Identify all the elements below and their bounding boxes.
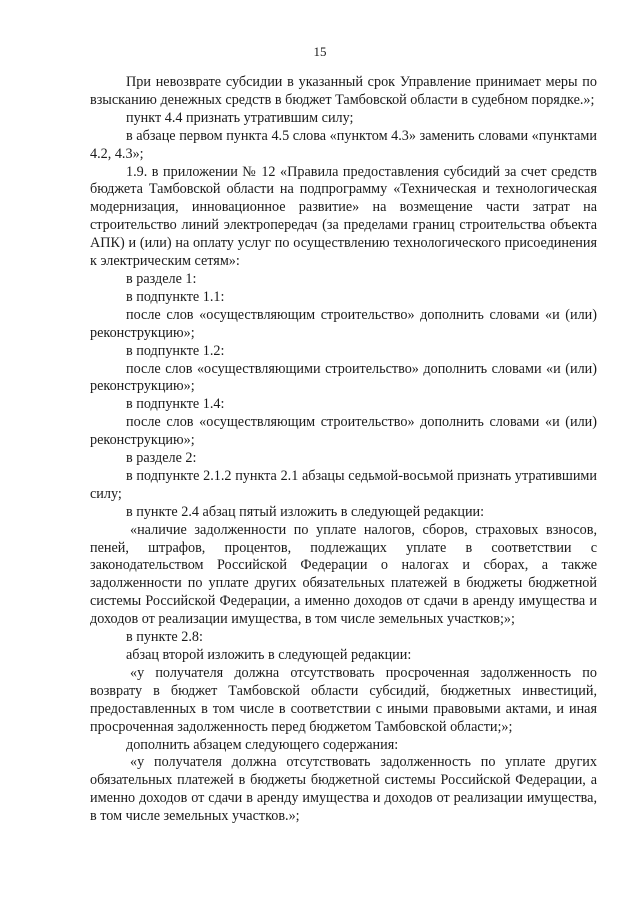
quoted-paragraph: «наличие задолженности по уплате налогов, сборов, страховых взносов, пеней, штрафов, процентов, подлежащих уплате в соответствии с законодательством Российской Федерации о налогах и сборах, а также задолженности по уплате других обязательных платежей в бюджеты бюджетной системы Российской Федерации, а именно доходов от сдачи в аренду имущества и доходов от реализации имущества, в том числе земельных участков;»; xyxy=(90,521,597,628)
paragraph: При невозврате субсидии в указанный срок Управление принимает меры по взысканию денежных средств в бюджет Тамбовской области в судебном порядке.»; xyxy=(90,74,597,108)
paragraph: после слов «осуществляющим строительство» дополнить словами «и (или) реконструкцию»; xyxy=(90,306,597,341)
paragraph: в подпункте 2.1.2 пункта 2.1 абзацы седьмой-восьмой признать утратившими силу; xyxy=(90,467,597,502)
paragraph: абзац второй изложить в следующей редакции: xyxy=(126,647,412,663)
paragraph: дополнить абзацем следующего содержания: xyxy=(126,736,399,753)
paragraph: после слов «осуществляющими строительство» дополнить словами «и (или) реконструкцию»; xyxy=(90,360,597,395)
paragraph: пункт 4.4 признать утратившим силу; xyxy=(126,109,354,126)
paragraph: в пункте 2.4 абзац пятый изложить в следующей редакции: xyxy=(126,503,485,520)
paragraph: 1.9. в приложении № 12 «Правила предоставления субсидий за счет средств бюджета Тамбовской области на подпрограмму «Техническая и технологическая модернизация, инновационное развитие» на возмещение части затрат на строительство линий электропередач (за пределами границ строительства объекта АПК) и (или) на оплату услуг по осуществлению технологического присоединения к электрическим сетям»: xyxy=(90,163,597,270)
paragraph: в подпункте 1.4: xyxy=(126,396,225,413)
paragraph: в разделе 1: xyxy=(126,270,197,287)
quoted-paragraph: «у получателя должна отсутствовать просроченная задолженность по возврату в бюджет Тамбовской области субсидий, бюджетных инвестиций, предоставленных в том числе в соответствии с иными правовыми актами, и иная просроченная задолженность перед бюджетом Тамбовской области;»; xyxy=(90,664,597,735)
paragraph: после слов «осуществляющим строительство» дополнить словами «и (или) реконструкцию»; xyxy=(90,414,597,449)
page-number: 15 xyxy=(313,44,327,59)
paragraph: в подпункте 1.1: xyxy=(126,288,225,305)
paragraph: в пункте 2.8: xyxy=(126,629,203,646)
document-body xyxy=(90,74,597,826)
paragraph: в абзаце первом пункта 4.5 слова «пунктом 4.3» заменить словами «пунктами 4.2, 4.3»; xyxy=(90,127,597,162)
paragraph: в подпункте 1.2: xyxy=(126,342,225,359)
paragraph: в разделе 2: xyxy=(126,450,197,467)
quoted-paragraph: «у получателя должна отсутствовать задолженность по уплате других обязательных платежей в бюджеты бюджетной системы Российской Федерации, а именно доходов от сдачи в аренду имущества и доходов от реализации имущества, в том числе земельных участков.»; xyxy=(90,754,597,825)
